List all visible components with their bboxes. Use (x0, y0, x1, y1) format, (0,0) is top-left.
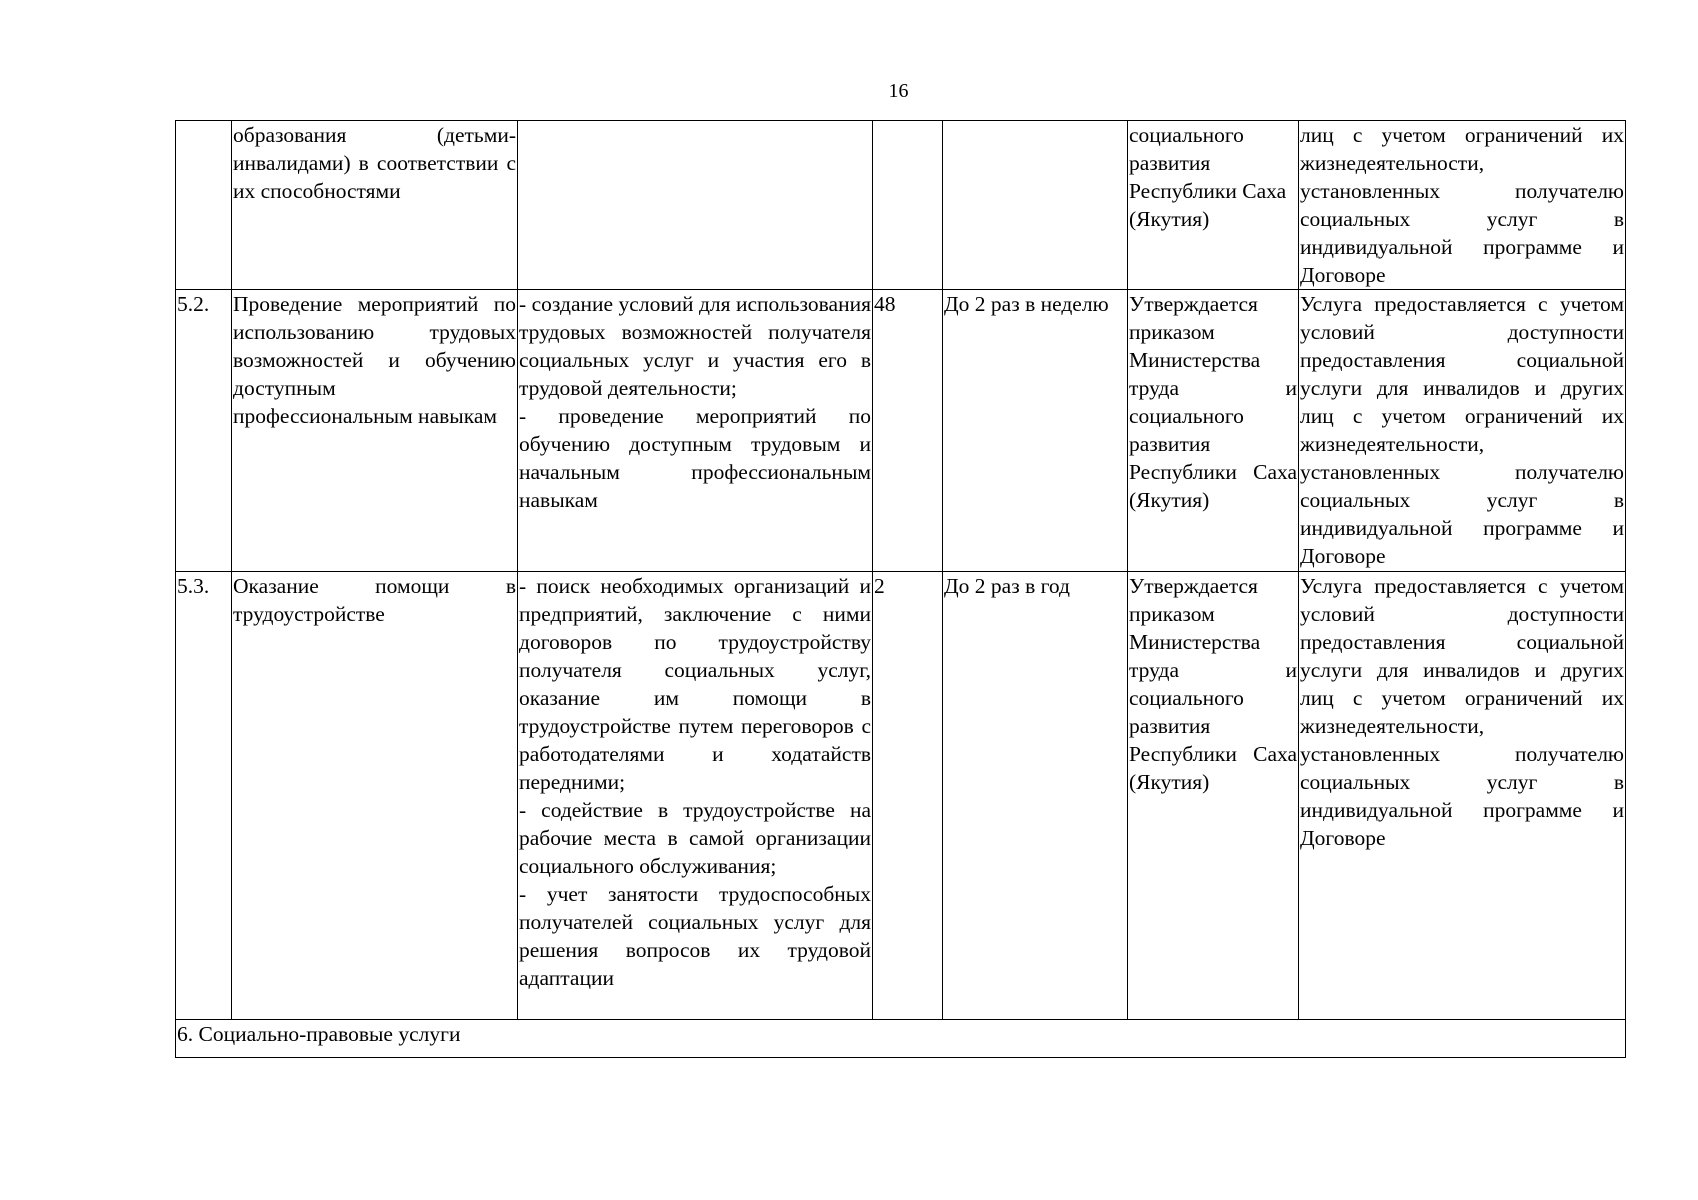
table-row (176, 290, 1626, 572)
frequency-cell (943, 290, 1128, 572)
service-name-cell (232, 572, 518, 1020)
service-name: Оказание помощи в трудоустройстве (233, 574, 516, 626)
cost-cell (1128, 121, 1299, 290)
frequency-cell (943, 572, 1128, 1020)
cost-text: социального развития Республики Саха (Якутия) (1129, 123, 1287, 231)
content-item: - учет занятости трудоспособных получателей социальных услуг для решения вопросов их трудовой адаптации (519, 882, 871, 990)
section-row (176, 1020, 1626, 1058)
service-content-cell (518, 572, 873, 1020)
row-number-cell (176, 290, 232, 572)
cost-cell (1128, 572, 1299, 1020)
norm-value: 2 (874, 574, 885, 598)
row-number-cell (176, 572, 232, 1020)
row-number: 5.2. (177, 292, 210, 316)
condition-cell (1299, 121, 1626, 290)
norm-cell (873, 290, 943, 572)
norm-cell (873, 572, 943, 1020)
content-item: - поиск необходимых организаций и предприятий, заключение с ними договоров по трудоустройству получателя социальных услуг, оказание им помощи в трудоустройстве путем переговоров с работодателями и ходатайств передними; (519, 574, 871, 794)
service-content-cell (518, 121, 873, 290)
cost-cell (1128, 290, 1299, 572)
frequency-value: До 2 раз в год (944, 574, 1070, 598)
condition-cell (1299, 290, 1626, 572)
content-item: - создание условий для использования трудовых возможностей получателя социальных услуг и участия его в трудовой деятельности; (519, 292, 871, 400)
condition-text: Услуга предоставляется с учетом условий доступности предоставления социальной услуги для инвалидов и других лиц с учетом ограничений их жизнедеятельности, установленных получателю социальных услуг в индивидуальной программе и Договоре (1300, 292, 1624, 568)
content-item: - проведение мероприятий по обучению доступным трудовым и начальным профессиональным навыкам (519, 404, 871, 512)
page-number: 16 (888, 80, 909, 102)
service-name: Проведение мероприятий по использованию трудовых возможностей и обучению доступным профессиональным навыкам (233, 292, 516, 428)
condition-text: Услуга предоставляется с учетом условий доступности предоставления социальной услуги для инвалидов и других лиц с учетом ограничений их жизнедеятельности, установленных получателю социальных услуг в индивидуальной программе и Договоре (1300, 574, 1624, 850)
cost-text: Утверждается приказом Министерства труда и социального развития Республики Саха (Якутия) (1129, 574, 1297, 794)
service-content-cell (518, 290, 873, 572)
condition-text: лиц с учетом ограничений их жизнедеятельности, установленных получателю социальных услуг в индивидуальной программе и Договоре (1300, 123, 1624, 287)
norm-cell (873, 121, 943, 290)
table-row (176, 121, 1626, 290)
condition-cell (1299, 572, 1626, 1020)
section-title-cell (176, 1020, 1626, 1058)
norm-value: 48 (874, 292, 896, 316)
frequency-cell (943, 121, 1128, 290)
content-item: - содействие в трудоустройстве на рабочие места в самой организации социального обслуживания; (519, 798, 871, 878)
service-name: образования (детьми-инвалидами) в соответствии с их способностями (233, 123, 516, 203)
service-name-cell (232, 121, 518, 290)
service-name-cell (232, 290, 518, 572)
services-table (175, 120, 1626, 1058)
row-number: 5.3. (177, 574, 210, 598)
frequency-value: До 2 раз в неделю (944, 292, 1109, 316)
section-title: 6. Социально-правовые услуги (177, 1022, 461, 1046)
cost-text: Утверждается приказом Министерства труда и социального развития Республики Саха (Якутия) (1129, 292, 1297, 512)
table-row (176, 572, 1626, 1020)
row-number-cell (176, 121, 232, 290)
